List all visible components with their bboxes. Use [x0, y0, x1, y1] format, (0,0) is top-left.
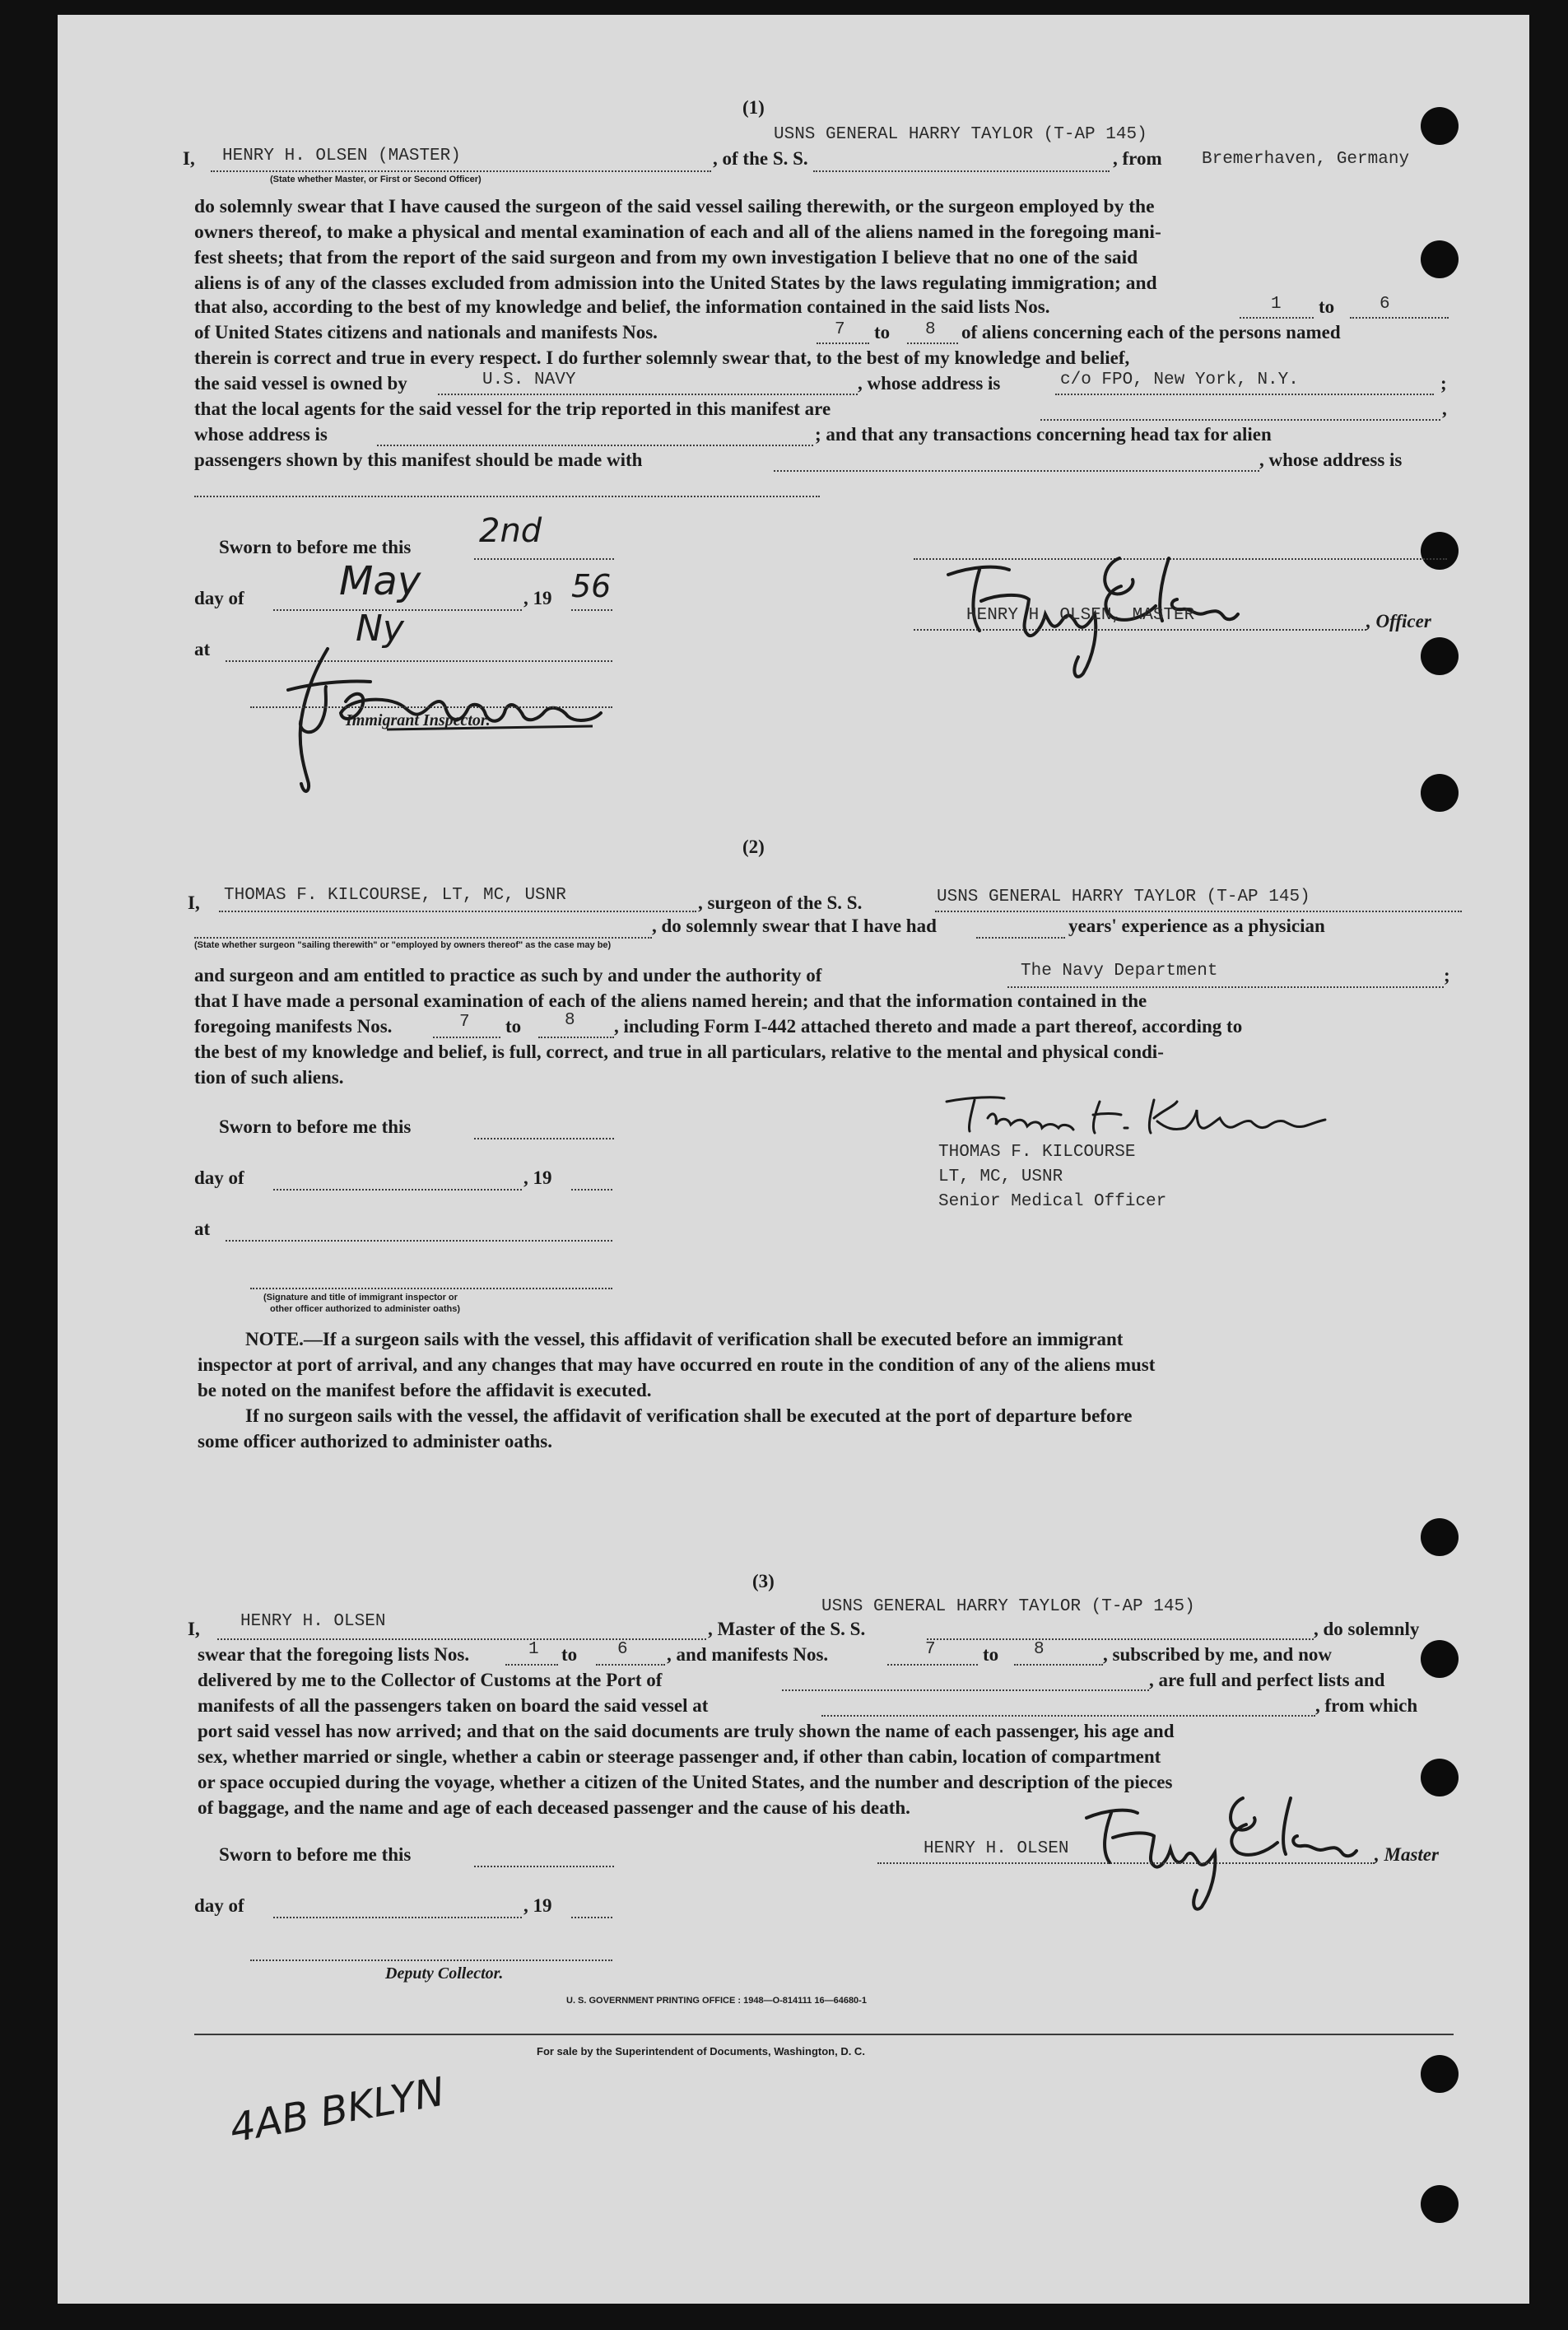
blank-line: [571, 1189, 612, 1191]
body-line: whose address is: [194, 424, 328, 445]
punch-hole: [1421, 107, 1459, 145]
blank-line: [1040, 419, 1440, 421]
vessel-owner: U.S. NAVY: [482, 370, 576, 389]
blank-line: [571, 609, 612, 611]
sworn-label: Sworn to before me this: [219, 1844, 412, 1865]
year-handwritten: 56: [571, 568, 612, 604]
blank-line: [1055, 394, 1434, 395]
blank-line: [1014, 1664, 1103, 1666]
body-text: , are full and perfect lists and: [1149, 1670, 1385, 1690]
blank-line: [782, 1689, 1149, 1691]
blank-line: [474, 558, 614, 560]
handwritten-note: 4AB BKLYN: [226, 2068, 449, 2152]
punctuation: ,: [1442, 398, 1447, 419]
master-caption: , Master: [1375, 1844, 1439, 1865]
surgeon-name: THOMAS F. KILCOURSE, LT, MC, USNR: [224, 886, 566, 905]
blank-line: [194, 937, 652, 939]
punctuation: ;: [1444, 965, 1450, 986]
punch-hole: [1421, 2055, 1459, 2093]
body-text: , do solemnly swear that I have had: [652, 916, 937, 936]
blank-line: [1007, 986, 1444, 988]
blank-line: [433, 1037, 500, 1038]
note-line: inspector at port of arrival, and any changes that may have occurred en route in the condition of any of the aliens must: [198, 1354, 1156, 1375]
label-master-of: , Master of the S. S.: [708, 1619, 866, 1639]
body-text: , whose address is: [858, 373, 1001, 394]
inspector-caption: Immigrant Inspector.: [346, 711, 491, 729]
master-name: HENRY H. OLSEN: [240, 1612, 386, 1631]
vessel-name: USNS GENERAL HARRY TAYLOR (T-AP 145): [774, 125, 1147, 144]
body-line: and surgeon and am entitled to practice as such by and under the authority of: [194, 965, 822, 986]
departure-port: Bremerhaven, Germany: [1202, 150, 1410, 169]
label-i: I,: [183, 148, 195, 169]
blank-line: [474, 1866, 614, 1867]
surgeon-typed-rank: LT, MC, USNR: [938, 1167, 1063, 1186]
officer-typed-name: HENRY H. OLSEN, MASTER: [966, 606, 1195, 625]
section-number: (1): [742, 97, 765, 118]
year-prefix: , 19: [523, 588, 552, 608]
lists-to: 6: [617, 1640, 628, 1659]
day-of-label: day of: [194, 1167, 244, 1188]
manifests-to: 8: [1034, 1640, 1045, 1659]
label-to: to: [983, 1644, 999, 1665]
blank-line: [250, 1960, 612, 1961]
sworn-label: Sworn to before me this: [219, 537, 412, 557]
body-line: of baggage, and the name and age of each deceased passenger and the cause of his death.: [198, 1797, 910, 1818]
blank-line: [596, 1664, 665, 1666]
body-line: tion of such aliens.: [194, 1067, 344, 1088]
body-text: , including Form I-442 attached thereto and made a part thereof, according to: [614, 1016, 1243, 1037]
punch-hole: [1421, 1518, 1459, 1556]
body-line: that I have made a personal examination of each of the aliens named herein; and that the information contained in the: [194, 990, 1147, 1011]
body-line: that the local agents for the said vessel for the trip reported in this manifest are: [194, 398, 831, 419]
blank-line: [817, 343, 869, 344]
lists-to: 6: [1380, 295, 1390, 314]
blank-line: [250, 706, 612, 708]
blank-line: [219, 911, 696, 912]
month-handwritten: May: [339, 558, 421, 604]
blank-line: [914, 629, 1366, 631]
body-line: fest sheets; that from the report of the said surgeon and from my own investigation I believe that no one of the said: [194, 247, 1138, 268]
blank-line: [217, 1638, 706, 1640]
sworn-day-handwritten: 2nd: [479, 512, 542, 550]
note-line: NOTE.—If a surgeon sails with the vessel, this affidavit of verification shall be executed before an immigrant: [245, 1329, 1124, 1349]
body-line: port said vessel has now arrived; and that on the said documents are truly shown the name of each passenger, his age and: [198, 1721, 1175, 1741]
collector-caption: Deputy Collector.: [385, 1964, 504, 1983]
surgeon-typed-name: THOMAS F. KILCOURSE: [938, 1143, 1136, 1162]
body-line: therein is correct and true in every respect. I do further solemnly swear that, to the best of my knowledge and belief,: [194, 347, 1130, 368]
note-line: be noted on the manifest before the affidavit is executed.: [198, 1380, 652, 1400]
body-line: aliens is of any of the classes excluded from admission into the United States by the laws regulating immigration; and: [194, 273, 1157, 294]
body-text: of aliens concerning each of the persons named: [961, 322, 1341, 343]
label-of-ss: , of the S. S.: [713, 148, 808, 169]
body-line: swear that the foregoing lists Nos.: [198, 1644, 470, 1665]
section-number: (2): [742, 836, 765, 857]
body-line: delivered by me to the Collector of Customs at the Port of: [198, 1670, 663, 1690]
body-text: , subscribed by me, and now: [1103, 1644, 1332, 1665]
field-caption: (State whether Master, or First or Second Officer): [270, 175, 482, 184]
note-line: If no surgeon sails with the vessel, the affidavit of verification shall be executed at the port of departure before: [245, 1405, 1133, 1426]
at-label: at: [194, 1219, 211, 1239]
blank-line: [976, 937, 1065, 939]
surgeon-signature: [938, 1085, 1350, 1151]
blank-line: [273, 1917, 522, 1918]
body-text: , and manifests Nos.: [667, 1644, 829, 1665]
body-text: , do solemnly: [1314, 1619, 1420, 1639]
body-line: or space occupied during the voyage, whether a citizen of the United States, and the number and description of the pieces: [198, 1772, 1173, 1792]
body-line: passengers shown by this manifest should be made with: [194, 450, 643, 470]
blank-line: [774, 470, 1259, 472]
body-text: years' experience as a physician: [1068, 916, 1325, 936]
label-to: to: [1319, 296, 1335, 317]
body-text: , from which: [1315, 1695, 1418, 1716]
label-i: I,: [188, 1619, 200, 1639]
day-of-label: day of: [194, 1895, 244, 1916]
punch-hole: [1421, 1640, 1459, 1678]
body-text: ; and that any transactions concerning head tax for alien: [815, 424, 1272, 445]
document-page: [58, 15, 1529, 2304]
year-prefix: , 19: [523, 1167, 552, 1188]
master-name: HENRY H. OLSEN (MASTER): [222, 147, 461, 165]
section-number: (3): [752, 1571, 775, 1591]
footer-rule: [194, 2034, 1454, 2035]
field-caption: (State whether surgeon "sailing therewith" or "employed by owners thereof" as the case may be): [194, 940, 612, 950]
note-line: some officer authorized to administer oaths.: [198, 1431, 552, 1452]
blank-line: [250, 1288, 612, 1289]
label-from: , from: [1113, 148, 1162, 169]
body-line: of United States citizens and nationals and manifests Nos.: [194, 322, 658, 343]
blank-line: [571, 1917, 612, 1918]
officer-caption: , Officer: [1366, 611, 1431, 631]
owner-address: c/o FPO, New York, N.Y.: [1060, 370, 1299, 389]
label-to: to: [874, 322, 891, 343]
body-text: , whose address is: [1259, 450, 1403, 470]
blank-line: [538, 1037, 614, 1038]
body-line: manifests of all the passengers taken on board the said vessel at: [198, 1695, 709, 1716]
lists-from: 1: [1271, 295, 1282, 314]
label-to: to: [561, 1644, 578, 1665]
year-prefix: , 19: [523, 1895, 552, 1916]
body-line: foregoing manifests Nos.: [194, 1016, 393, 1037]
blank-line: [505, 1664, 558, 1666]
blank-line: [887, 1664, 978, 1666]
printing-office-line: U. S. GOVERNMENT PRINTING OFFICE : 1948—O-814111 16—64680-1: [566, 1996, 867, 2006]
sworn-label: Sworn to before me this: [219, 1116, 412, 1137]
blank-line: [877, 1862, 1375, 1864]
punch-hole: [1421, 637, 1459, 675]
sale-notice: For sale by the Superintendent of Documents, Washington, D. C.: [537, 2045, 865, 2057]
blank-line: [1240, 317, 1314, 319]
master-typed-name: HENRY H. OLSEN: [924, 1839, 1069, 1858]
body-line: do solemnly swear that I have caused the surgeon of the said vessel sailing therewith, or the surgeon employed by the: [194, 196, 1155, 217]
punctuation: ;: [1440, 373, 1447, 394]
punch-hole: [1421, 532, 1459, 570]
blank-line: [211, 170, 711, 172]
blank-line: [935, 911, 1462, 912]
field-caption: other officer authorized to administer oaths): [270, 1304, 461, 1314]
blank-line: [438, 394, 858, 395]
vessel-name: USNS GENERAL HARRY TAYLOR (T-AP 145): [821, 1597, 1195, 1616]
blank-line: [927, 1638, 1314, 1640]
blank-line: [821, 1715, 1315, 1717]
body-line: sex, whether married or single, whether a cabin or steerage passenger and, if other than cabin, location of compartment: [198, 1746, 1161, 1767]
punch-hole: [1421, 2185, 1459, 2223]
oath-paragraph: [194, 194, 1454, 296]
blank-line: [1350, 317, 1449, 319]
manifests-from: 7: [459, 1013, 470, 1032]
blank-line: [273, 1189, 522, 1191]
body-line: the said vessel is owned by: [194, 373, 407, 394]
surgeon-typed-title: Senior Medical Officer: [938, 1192, 1167, 1211]
blank-line: [474, 1138, 614, 1139]
blank-line: [907, 343, 958, 344]
at-place-handwritten: Ny: [356, 608, 404, 650]
label-to: to: [505, 1016, 522, 1037]
label-surgeon-of: , surgeon of the S. S.: [698, 892, 863, 913]
day-of-label: day of: [194, 588, 244, 608]
vessel-name: USNS GENERAL HARRY TAYLOR (T-AP 145): [937, 888, 1310, 906]
body-line: that also, according to the best of my knowledge and belief, the information contained in the said lists Nos.: [194, 296, 1050, 317]
punch-hole: [1421, 774, 1459, 812]
blank-line: [194, 496, 820, 497]
authority: The Navy Department: [1021, 962, 1218, 981]
body-line: the best of my knowledge and belief, is full, correct, and true in all particulars, relative to the mental and physical condi-: [194, 1042, 1164, 1062]
at-label: at: [194, 639, 211, 659]
manifests-from: 7: [835, 320, 845, 339]
manifests-to: 8: [925, 320, 936, 339]
lists-from: 1: [528, 1640, 539, 1659]
blank-line: [226, 1240, 612, 1242]
field-caption: (Signature and title of immigrant inspector or: [263, 1293, 458, 1302]
blank-line: [377, 445, 813, 446]
manifests-to: 8: [565, 1011, 575, 1030]
label-i: I,: [188, 892, 200, 913]
manifests-from: 7: [925, 1640, 936, 1659]
blank-line: [813, 170, 1110, 172]
body-line: owners thereof, to make a physical and mental examination of each and all of the aliens named in the foregoing mani-: [194, 221, 1161, 243]
punch-hole: [1421, 1759, 1459, 1796]
master-signature: [1045, 1785, 1407, 1917]
